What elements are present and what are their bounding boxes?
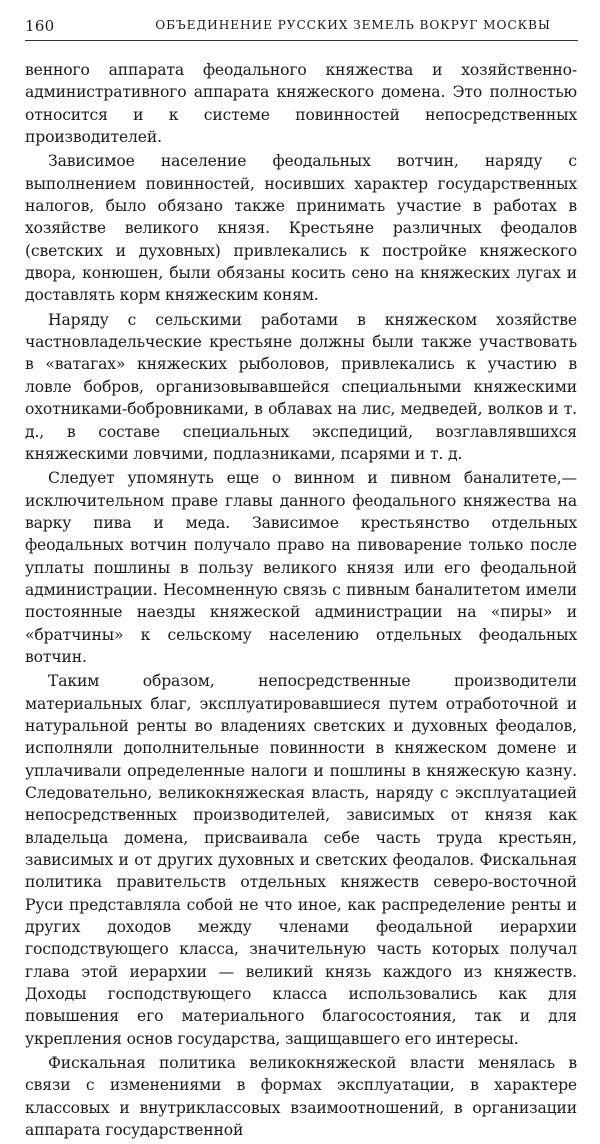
body-text: [25, 59, 577, 1144]
paragraph-fiscal-policy: Фискальная политика великокняжеской власти менялась в связи с изменениями в формах эксплуатации, в характере классовых и внутриклассовых взаимоотношений, в организации аппарата государственной: [25, 1054, 577, 1140]
paragraph-agricultural-works: Наряду с сельскими работами в княжеском хозяйстве частновладельческие крестьяне должны были также участвовать в «ватагах» княжеских рыболовов, привлекались к участию в ловле бобров, организовывавшейся специальными княжескими охотниками-бобровниками, в облавах на лис, медведей, волков и т. д., в составе специальных экспедиций, возглавлявшихся княжескими ловчими, подлазниками, псарями и т. д.: [25, 310, 577, 463]
paragraph-continuation: венного аппарата феодального княжества и хозяйственно-административного аппарата княжеского домена. Это полностью относится и к системе повинностей непосредственных производителей.: [25, 61, 577, 147]
running-head: [25, 16, 578, 41]
running-head-title: ОБЪЕДИНЕНИЕ РУССКИХ ЗЕМЕЛЬ ВОКРУГ МОСКВЫ: [155, 18, 551, 32]
page-number: 160: [25, 17, 55, 35]
paragraph-dependent-population: Зависимое население феодальных вотчин, наряду с выполнением повинностей, носивших характер государственных налогов, было обязано также принимать участие в работах в хозяйстве великого князя. Крестьяне различных феодалов (светских и духовных) привлекались к постройке княжеского двора, конюшен, были обязаны косить сено на княжеских лугах и доставлять корм княжеским коням.: [25, 152, 577, 305]
paragraph-summary: Таким образом, непосредственные производители материальных благ, эксплуатировавшиеся путем отработочной и натуральной ренты во владениях светских и духовных феодалов, исполняли дополнительные повинности в княжеском домене и уплачивали определенные налоги и пошлины в княжескую казну. Следовательно, великокняжеская власть, наряду с эксплуатацией непосредственных производителей, зависимых от князя как владельца домена, присваивала себе часть труда крестьян, зависимых и от других духовных и светских феодалов. Фискальная политика правительств отдельных княжеств северо-восточной Руси представляла собой не что иное, как распределение ренты и других доходов между членами феодальной иерархии господствующего класса, значительную часть которых получал глава этой иерархии — великий князь каждого из княжеств. Доходы господствующего класса использовались как для повышения его материального благосостояния, так и для укрепления основ государства, защищавшего его интересы.: [25, 672, 577, 1048]
paragraph-banalite: Следует упомянуть еще о винном и пивном баналитете,— исключительном праве главы данного феодального княжества на варку пива и меда. Зависимое крестьянство отдельных феодальных вотчин получало право на пивоварение только после уплаты пошлины в пользу великого князя или его феодальной администрации. Несомненную связь с пивным баналитетом имели постоянные наезды княжеской администрации на «пиры» и «братчины» к сельскому населению отдельных феодальных вотчин.: [25, 469, 577, 666]
